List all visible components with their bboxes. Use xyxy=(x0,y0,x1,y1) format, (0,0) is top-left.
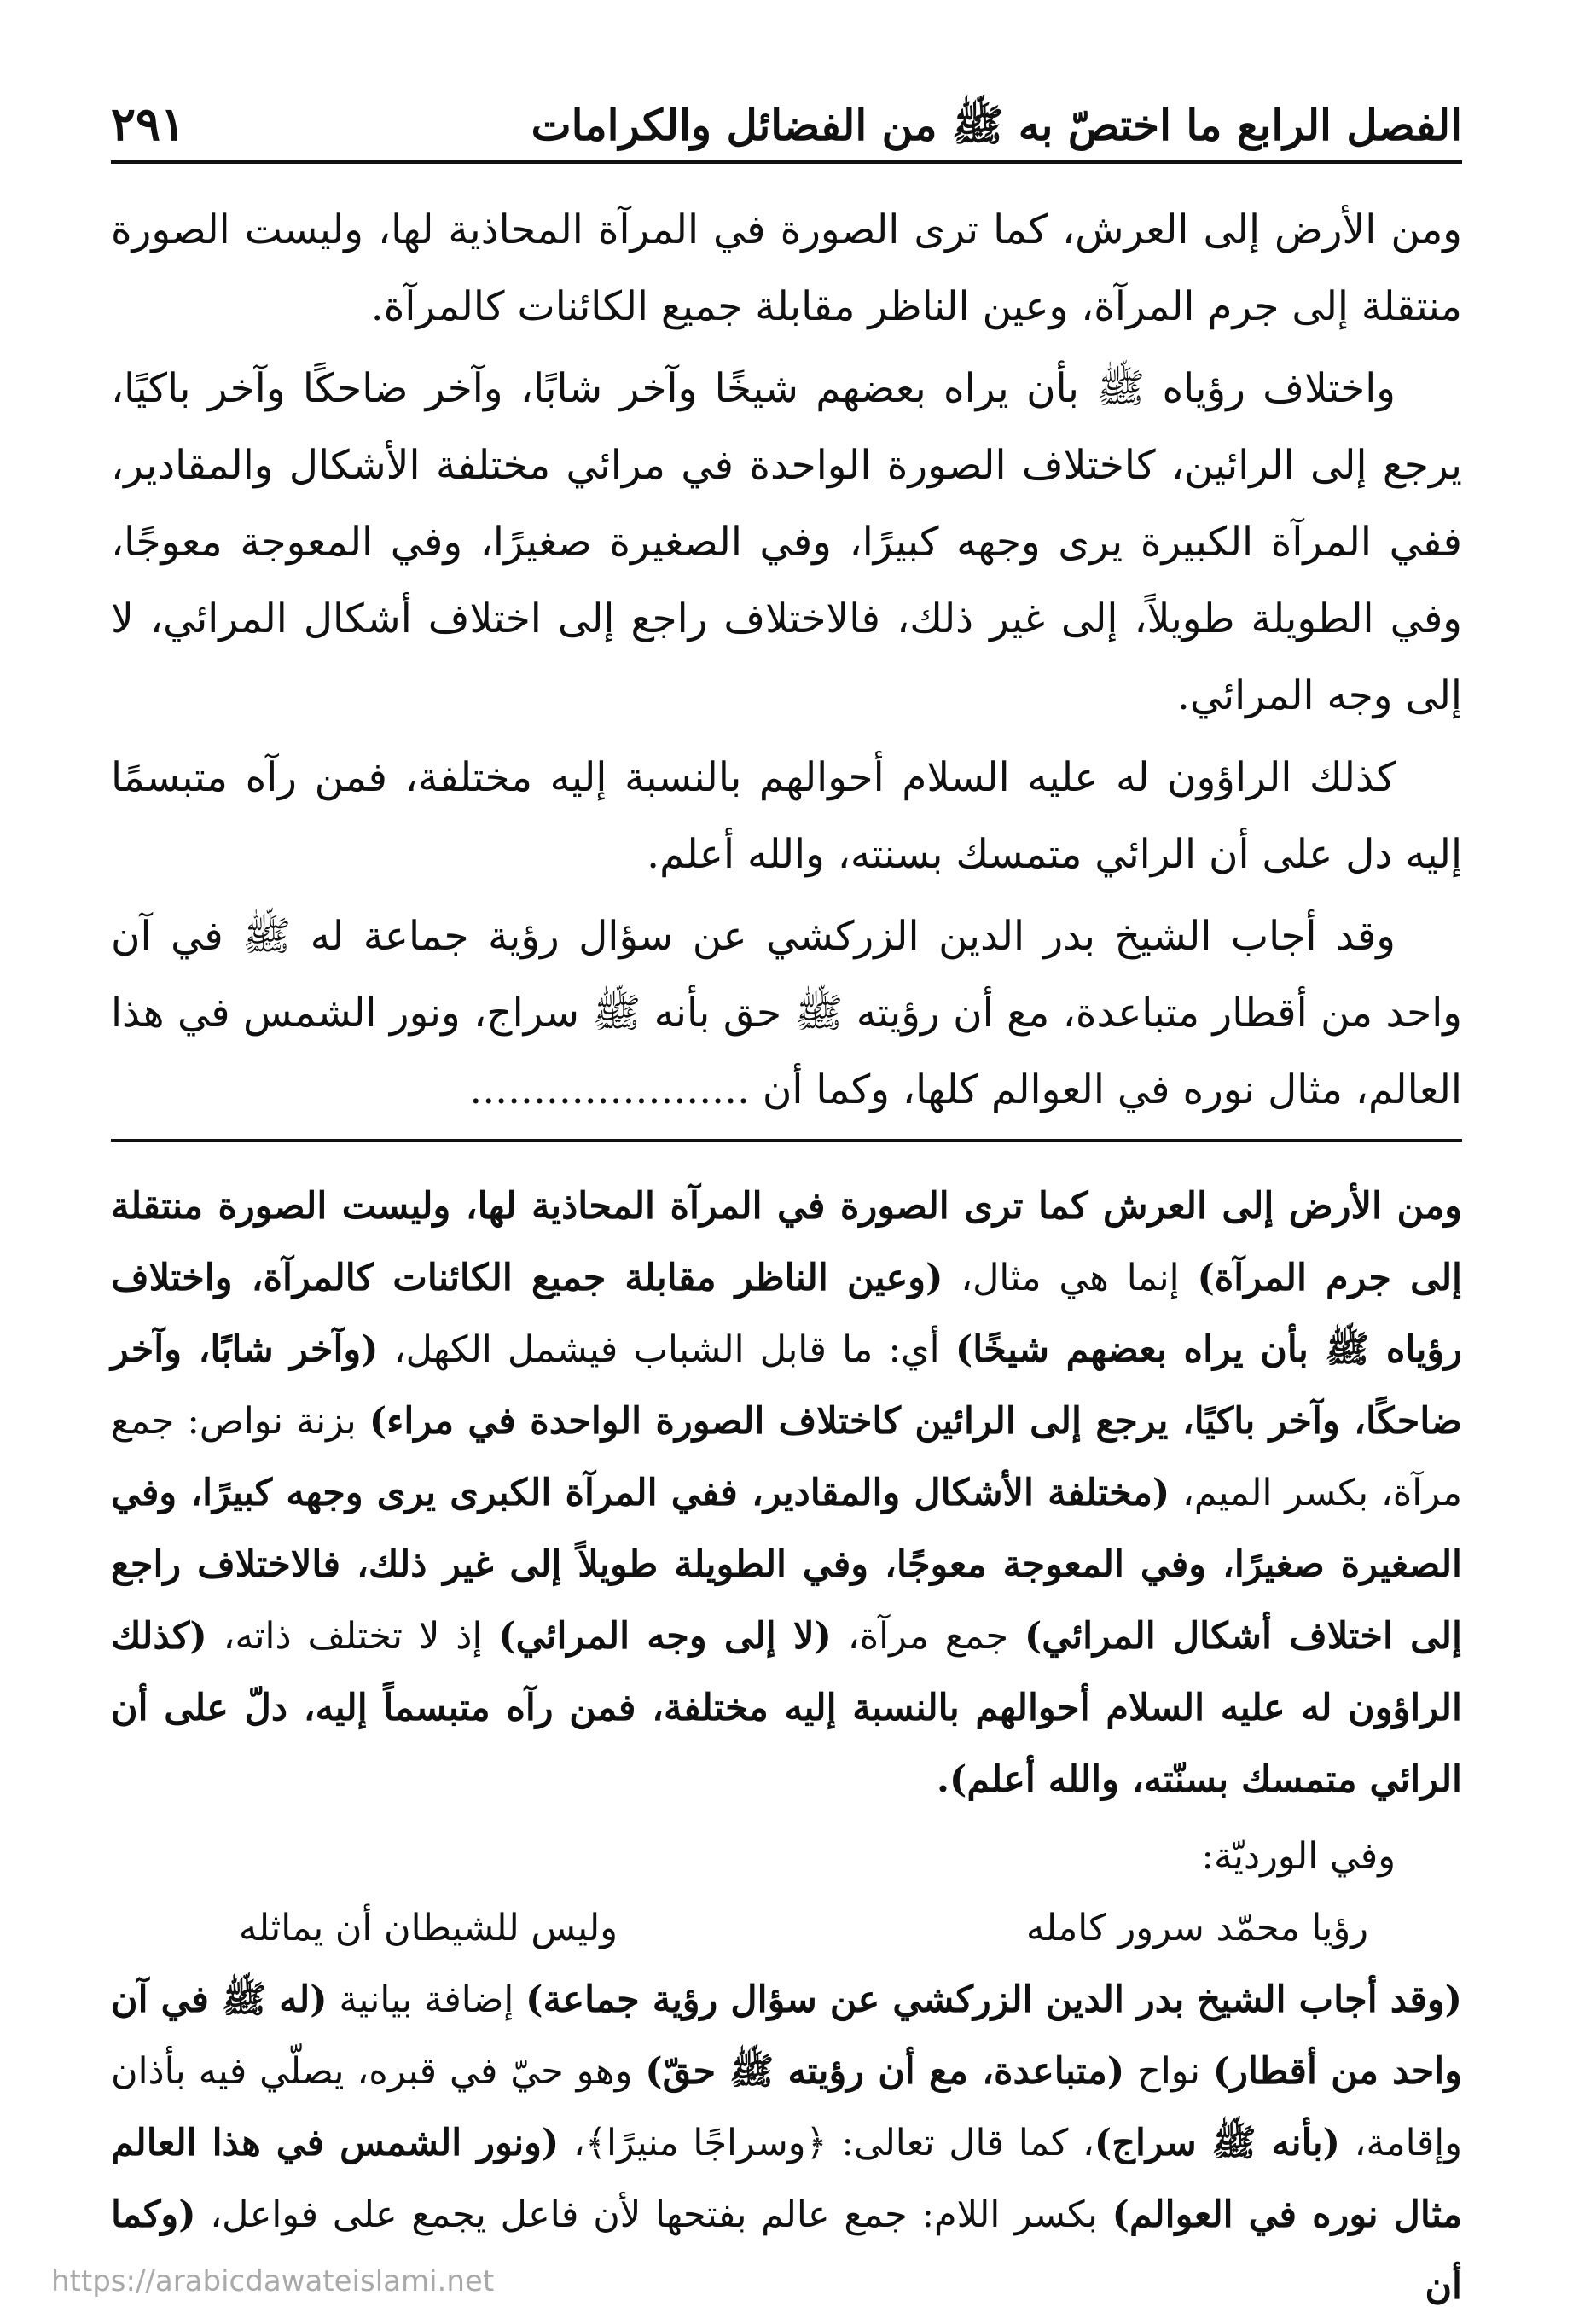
verse-hemistich-second: وليس للشيطان أن يماثله xyxy=(239,1907,618,1949)
quoted-text: (متباعدة، مع أن رؤيته ﷺ حقّ) xyxy=(645,2050,1125,2093)
running-title: الفصل الرابع ما اختصّ به ﷺ من الفضائل والكرامات xyxy=(531,100,1462,150)
main-paragraph-2: واختلاف رؤياه ﷺ بأن يراه بعضهم شيخًا وآخر شابًا، وآخر ضاحكًا وآخر باكيًا، يرجع إلى الرائين، كاختلاف الصورة الواحدة في مرائي مختلفة الأشكال والمقادير، ففي المرآة الكبيرة يرى وجهه كبيرًا، وفي الصغيرة صغيرًا، وفي المعوجة معوجًا، وفي الطويلة طويلاً، إلى غير ذلك، فالاختلاف راجع إلى اختلاف أشكال المرائي، لا إلى وجه المرائي. xyxy=(111,365,1463,719)
commentary-text: أي: ما قابل الشباب فيشمل الكهل، xyxy=(378,1328,955,1371)
page-number: ٢٩١ xyxy=(111,96,186,151)
quoted-text: ومن الأرض إلى العرش كما ترى الصورة في المرآة المحاذية لها، وليست الصورة منتقلة إلى جرم المرآة) xyxy=(111,1185,1463,1299)
quoted-text: (وكما أن xyxy=(111,2193,1462,2308)
main-paragraph-4: وقد أجاب الشيخ بدر الدين الزركشي عن سؤال رؤية جماعة له ﷺ في آن واحد من أقطار متباعدة، مع أن رؤيته ﷺ حق بأنه ﷺ سراج، ونور الشمس في هذا العالم، مثال نوره في العوالم كلها، وكما أن ...................... xyxy=(111,913,1462,1113)
watermark-url: https://arabicdawateislami.net xyxy=(51,2264,495,2298)
commentary-text: إنما هي مثال، xyxy=(943,1257,1198,1299)
quoted-text: (بأنه ﷺ سراج) xyxy=(1094,2122,1340,2164)
commentary-paragraph-1 xyxy=(111,1171,1462,1816)
main-text xyxy=(111,192,1462,1134)
verse-intro: وفي الورديّة: xyxy=(1201,1835,1396,1878)
commentary-text: بكسر اللام: جمع عالم بفتحها لأن فاعل يجمع على فواعل، xyxy=(195,2193,1112,2236)
quoted-text: (كذلك الراؤون له عليه السلام أحوالهم بالنسبة إليه مختلفة، فمن رآه متبسماً إليه، دلّ على أن الرائي متمسك بسنّته، والله أعلم). xyxy=(111,1615,1462,1801)
header-divider xyxy=(111,160,1462,164)
commentary-text: نواح xyxy=(1124,2050,1213,2093)
page-header xyxy=(111,78,1462,151)
commentary-text: جمع مرآة، xyxy=(831,1615,1024,1658)
quoted-text: (وآخر شابًا، وآخر ضاحكًا، وآخر باكيًا، يرجع إلى الرائين كاختلاف الصورة الواحدة في مراء) xyxy=(111,1328,1462,1443)
quoted-text: (له ﷺ في آن واحد من أقطار) xyxy=(111,1978,1462,2093)
quoted-text: (مختلفة الأشكال والمقادير، ففي المرآة الكبرى يرى وجهه كبيرًا، وفي الصغيرة صغيرًا، وفي المعوجة معوجًا، وفي الطويلة طويلاً إلى غير ذلك، فالاختلاف راجع إلى اختلاف أشكال المرائي) xyxy=(111,1472,1462,1658)
commentary-text: إضافة بيانية xyxy=(327,1978,526,2021)
quoted-text: (وقد أجاب الشيخ بدر الدين الزركشي عن سؤال رؤية جماعة) xyxy=(525,1978,1462,2021)
quoted-text: (ونور الشمس في هذا العالم مثال نوره في العوالم) xyxy=(111,2122,1462,2236)
main-paragraph-1: ومن الأرض إلى العرش، كما ترى الصورة في المرآة المحاذية لها، وليست الصورة منتقلة إلى جرم المرآة، وعين الناظر مقابلة جميع الكائنات كالمرآة. xyxy=(111,206,1462,330)
verse-hemistich-first: رؤيا محمّد سرور كامله xyxy=(1025,1907,1368,1949)
commentary-text: إذ لا تختلف ذاته، xyxy=(206,1615,499,1658)
quoted-text: (لا إلى وجه المرائي) xyxy=(498,1615,832,1658)
commentary-text: وهو حيّ في قبره، يصلّي فيه بأذان وإقامة، xyxy=(111,2050,1462,2164)
commentary-text: بزنة نواص: جمع مرآة، بكسر الميم، xyxy=(111,1400,1462,1514)
commentary-block xyxy=(111,1171,1462,2322)
poetry-verse xyxy=(111,1892,1462,1964)
commentary-text: ، كما قال تعالى: ﴿وسراجًا منيرًا﴾، xyxy=(559,2122,1094,2164)
quoted-text: (وعين الناظر مقابلة جميع الكائنات كالمرآة، واختلاف رؤياه ﷺ بأن يراه بعضهم شيخًا) xyxy=(111,1257,1463,1371)
footnote-divider xyxy=(111,1139,1462,1142)
main-paragraph-3: كذلك الراؤون له عليه السلام أحوالهم بالنسبة إليه مختلفة، فمن رآه متبسمًا إليه دل على أن الرائي متمسك بسنته، والله أعلم. xyxy=(111,754,1462,878)
